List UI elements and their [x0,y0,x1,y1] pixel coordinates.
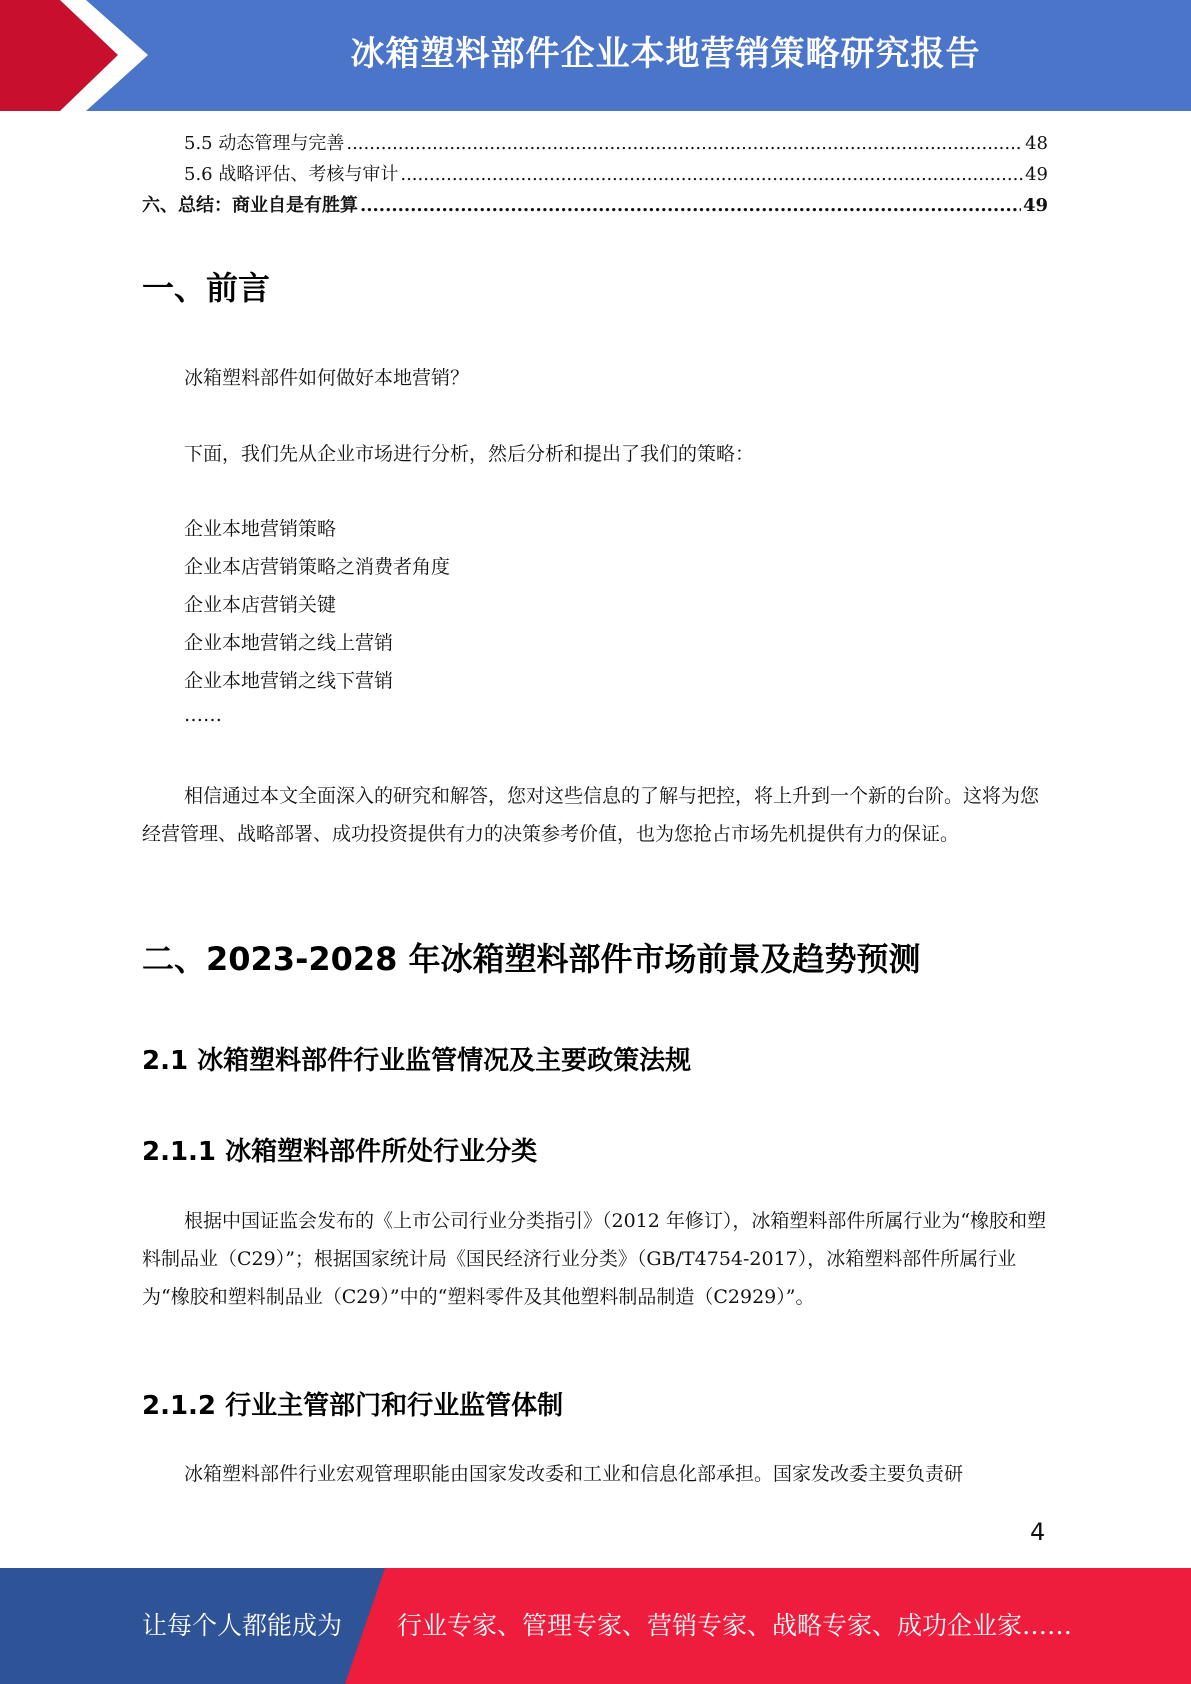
toc-leader [400,159,1023,190]
section-heading: 一、前言 [142,269,271,307]
table-of-contents [142,128,1048,221]
toc-leader [360,190,1021,221]
subsubsection-heading: 2.1.2 行业主管部门和行业监管体制 [142,1391,564,1421]
paragraph: 下面，我们先从企业市场进行分析，然后分析和提出了我们的策略： [184,443,755,465]
toc-label: 5.5 动态管理与完善 [184,133,345,154]
page-footer [0,1568,1191,1684]
footer-slogan-left: 让每个人都能成为 [142,1611,343,1640]
page-header [0,0,1191,111]
paragraph: 根据中国证监会发布的《上市公司行业分类指引》（2012 年修订），冰箱塑料部件所属行业为“橡胶和塑料制品业（C29）”；根据国家统计局《国民经济行业分类》（GB/T4754-2017），冰箱塑料部件所属行业为“橡胶和塑料制品业（C29）”中的“塑料零件及其他塑料制品制造（C2929）”。 [142,1210,1047,1308]
toc-leader [346,128,1023,159]
toc-page: 48 [1025,133,1048,154]
toc-page: 49 [1025,164,1048,185]
list-item: 企业本店营销策略之消费者角度 [184,556,451,578]
list-item: 企业本地营销之线下营销 [184,670,394,692]
list-item: 企业本地营销之线上营销 [184,632,394,654]
toc-entry[interactable] [142,190,1048,221]
subsection-heading: 2.1 冰箱塑料部件行业监管情况及主要政策法规 [142,1046,692,1076]
toc-entry[interactable] [142,128,1048,159]
paragraph: 相信通过本文全面深入的研究和解答，您对这些信息的了解与把控，将上升到一个新的台阶。这将为您经营管理、战略部署、成功投资提供有力的决策参考价值，也为您抢占市场先机提供有力的保证。 [142,785,1040,845]
footer-slogan-right: 行业专家、管理专家、营销专家、战略专家、成功企业家…… [397,1611,1073,1640]
toc-page: 49 [1022,195,1048,216]
list-item: …… [184,704,222,726]
toc-entry[interactable] [142,159,1048,190]
toc-label: 5.6 战略评估、考核与审计 [184,164,399,185]
page-number: 4 [1030,1518,1046,1546]
subsubsection-heading: 2.1.1 冰箱塑料部件所处行业分类 [142,1137,538,1167]
toc-label: 六、总结：商业自是有胜算 [142,195,358,216]
paragraph: 冰箱塑料部件行业宏观管理职能由国家发改委和工业和信息化部承担。国家发改委主要负责研 [184,1463,964,1485]
list-item: 企业本地营销策略 [184,518,337,540]
report-title: 冰箱塑料部件企业本地营销策略研究报告 [350,34,981,74]
paragraph: 冰箱塑料部件如何做好本地营销？ [184,367,470,389]
section-heading: 二、2023-2028 年冰箱塑料部件市场前景及趋势预测 [142,940,921,978]
list-item: 企业本店营销关键 [184,594,337,616]
